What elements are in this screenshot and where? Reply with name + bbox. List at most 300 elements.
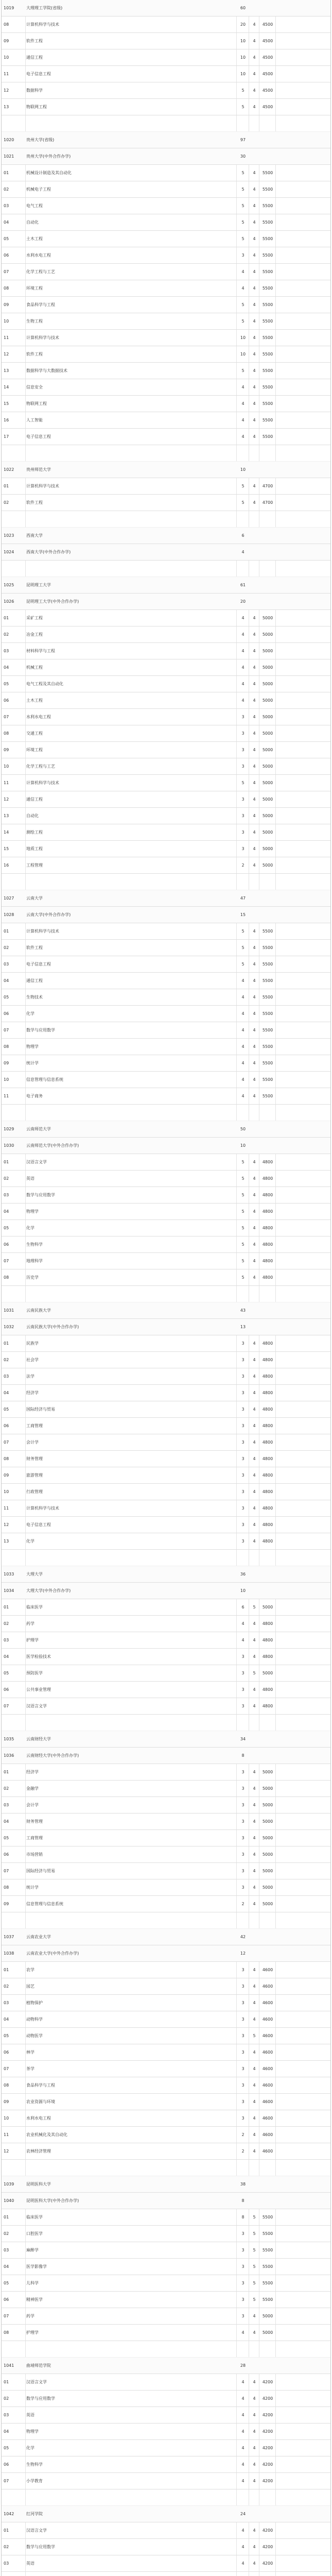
plan-cell: 5 <box>241 368 244 373</box>
code-cell: 02 <box>4 2545 9 2549</box>
major-row <box>2 1088 330 1105</box>
years-cell: 4 <box>253 962 256 967</box>
code-cell: 1041 <box>4 2363 14 2368</box>
major-row <box>2 1698 330 1715</box>
plan-cell: 3 <box>241 1456 244 1461</box>
years-cell <box>250 1319 259 1335</box>
plan-cell: 3 <box>241 1770 244 1774</box>
code-cell: 16 <box>4 863 9 868</box>
code-cell: 1035 <box>4 1737 14 1741</box>
years-cell: 5 <box>253 2231 256 2236</box>
code-cell: 14 <box>4 830 9 835</box>
code-cell: 12 <box>4 797 9 802</box>
code-cell: 07 <box>4 1028 9 1032</box>
major-row <box>2 725 330 742</box>
code-cell: 13 <box>4 368 9 373</box>
code-cell: 1027 <box>4 896 14 901</box>
code-cell: 1028 <box>4 912 14 917</box>
plan-cell: 10 <box>240 467 246 472</box>
plan-cell: 24 <box>240 2512 246 2516</box>
name-cell: 西南大学(中外合作办学) <box>26 550 71 554</box>
name-cell: 电子信息工程 <box>26 434 51 439</box>
fee-cell: 4800 <box>262 1358 273 1362</box>
fee-cell: 4200 <box>262 2462 273 2467</box>
major-row <box>2 2028 330 2044</box>
name-cell: 行政管理 <box>26 1489 43 1494</box>
name-cell: 生物科学 <box>26 2462 43 2467</box>
plan-cell: 2 <box>241 2149 244 2154</box>
name-cell: 机械设计制造及其自动化 <box>26 171 72 175</box>
plan-cell: 5 <box>241 1209 244 1214</box>
code-cell: 04 <box>4 2017 9 2022</box>
fee-cell: 4200 <box>262 2396 273 2401</box>
name-cell: 数学与应用数学 <box>26 1028 55 1032</box>
fee-cell: 4200 <box>262 2479 273 2483</box>
years-cell: 4 <box>253 945 256 950</box>
fee-cell: 4600 <box>262 2116 273 2121</box>
years-cell: 4 <box>253 1209 256 1214</box>
fee-cell: 5500 <box>262 368 273 373</box>
major-row <box>2 214 330 231</box>
years-cell <box>250 528 259 544</box>
years-cell <box>250 1566 259 1583</box>
code-cell: 01 <box>4 2528 9 2533</box>
code-cell: 11 <box>4 335 9 340</box>
fee-cell: 5500 <box>262 2264 273 2269</box>
major-row <box>2 2061 330 2077</box>
fee-cell <box>260 594 275 610</box>
name-cell: 大理大学(中外合作办学) <box>26 1588 71 1593</box>
code-cell: 03 <box>4 962 9 967</box>
name-cell: 测绘工程 <box>26 830 43 835</box>
fee-cell: 4800 <box>262 1638 273 1642</box>
school-header-row <box>2 132 330 148</box>
years-cell: 5 <box>253 2248 256 2252</box>
fee-cell <box>260 2358 275 2374</box>
code-cell: 06 <box>4 1423 9 1428</box>
major-row <box>2 791 330 808</box>
major-row <box>2 1814 330 1830</box>
major-row <box>2 1055 330 1072</box>
major-row <box>2 1154 330 1171</box>
plan-cell: 4 <box>241 682 244 686</box>
name-cell: 昆明理工大学(中外合作办学) <box>26 599 79 604</box>
name-cell: 贵州大学(中外合作办学) <box>26 154 71 159</box>
plan-cell: 4 <box>241 1044 244 1049</box>
years-cell <box>250 1138 259 1154</box>
years-cell: 4 <box>253 1803 256 1807</box>
name-cell: 物理学 <box>26 2429 39 2434</box>
name-cell: 财务管理 <box>26 1456 43 1461</box>
fee-cell: 5000 <box>262 1803 273 1807</box>
major-row <box>2 956 330 973</box>
name-cell: 茶学 <box>26 2066 34 2071</box>
code-cell: 1025 <box>4 583 14 587</box>
name-cell: 社会学 <box>26 1358 39 1362</box>
fee-cell: 4200 <box>262 2380 273 2384</box>
fee-cell: 4500 <box>262 39 273 43</box>
school-header-row <box>2 1121 330 1138</box>
major-row <box>2 66 330 82</box>
spacer-row <box>2 511 330 528</box>
plan-cell: 5 <box>241 945 244 950</box>
code-cell: 09 <box>4 1902 9 1906</box>
years-cell: 4 <box>253 863 256 868</box>
plan-cell: 3 <box>241 1885 244 1890</box>
major-row <box>2 2555 330 2572</box>
years-cell <box>250 0 259 16</box>
major-row <box>2 626 330 643</box>
fee-cell: 5000 <box>262 830 273 835</box>
name-cell: 物理学 <box>26 1044 39 1049</box>
code-cell: 04 <box>4 1391 9 1395</box>
plan-cell: 3 <box>241 2297 244 2302</box>
plan-cell: 2 <box>241 2132 244 2137</box>
name-cell: 环境工程 <box>26 748 43 752</box>
code-cell: 1026 <box>4 599 14 604</box>
years-cell: 4 <box>253 1044 256 1049</box>
fee-cell: 5000 <box>262 1836 273 1840</box>
years-cell: 4 <box>253 1902 256 1906</box>
fee-cell: 5500 <box>262 204 273 208</box>
major-row <box>2 1401 330 1418</box>
major-row <box>2 2473 330 2489</box>
name-cell: 云南农业大学(中外合作办学) <box>26 1951 79 1956</box>
code-cell: 09 <box>4 1061 9 1065</box>
code-cell: 10 <box>4 2116 9 2121</box>
years-cell: 4 <box>253 1456 256 1461</box>
fee-cell: 4500 <box>262 22 273 27</box>
major-row <box>2 2143 330 2160</box>
plan-cell: 3 <box>241 2001 244 2005</box>
code-cell: 01 <box>4 929 9 934</box>
code-cell: 1038 <box>4 1951 14 1956</box>
name-cell: 云南财经大学 <box>26 1737 51 1741</box>
plan-cell: 3 <box>241 1539 244 1544</box>
name-cell: 信息管理与信息系统 <box>26 1902 63 1906</box>
plan-cell: 61 <box>240 583 246 587</box>
name-cell: 冶金工程 <box>26 632 43 637</box>
years-cell: 4 <box>253 1226 256 1230</box>
years-cell: 4 <box>253 1819 256 1824</box>
fee-cell: 5000 <box>262 1885 273 1890</box>
code-cell: 05 <box>4 682 9 686</box>
plan-cell: 4 <box>241 698 244 703</box>
fee-cell: 5000 <box>262 748 273 752</box>
code-cell: 08 <box>4 1885 9 1890</box>
fee-cell: 5000 <box>262 1770 273 1774</box>
plan-cell: 10 <box>240 352 246 357</box>
years-cell <box>250 577 259 594</box>
code-cell: 08 <box>4 2083 9 2088</box>
name-cell: 园艺 <box>26 1984 34 1989</box>
plan-cell: 3 <box>241 1819 244 1824</box>
years-cell: 4 <box>253 105 256 109</box>
name-cell: 农业机械化及其自动化 <box>26 2132 67 2137</box>
major-row <box>2 1006 330 1022</box>
name-cell: 水利水电工程 <box>26 2116 51 2121</box>
school-header-row <box>2 544 330 561</box>
years-cell: 4 <box>253 2132 256 2137</box>
fee-cell <box>260 1138 275 1154</box>
fee-cell <box>260 462 275 478</box>
years-cell: 5 <box>253 1671 256 1675</box>
years-cell: 4 <box>253 764 256 769</box>
plan-cell: 47 <box>240 896 246 901</box>
years-cell: 4 <box>253 1984 256 1989</box>
major-row <box>2 1616 330 1632</box>
fee-cell: 4800 <box>262 1275 273 1280</box>
plan-cell: 4 <box>241 434 244 439</box>
fee-cell <box>260 2176 275 2193</box>
fee-cell: 4800 <box>262 1176 273 1181</box>
name-cell: 软件工程 <box>26 39 43 43</box>
code-cell: 06 <box>4 2462 9 2467</box>
fee-cell: 4800 <box>262 1423 273 1428</box>
name-cell: 生物工程 <box>26 319 43 324</box>
major-row <box>2 923 330 940</box>
name-cell: 统计学 <box>26 1885 39 1890</box>
plan-cell: 5 <box>241 1275 244 1280</box>
major-row <box>2 495 330 511</box>
years-cell: 4 <box>253 55 256 60</box>
name-cell: 电子信息工程 <box>26 962 51 967</box>
code-cell: 01 <box>4 616 9 620</box>
major-row <box>2 709 330 725</box>
years-cell: 4 <box>253 781 256 785</box>
plan-cell: 5 <box>241 1160 244 1164</box>
plan-cell: 4 <box>241 1061 244 1065</box>
school-header-row <box>2 1302 330 1319</box>
fee-cell: 4800 <box>262 1621 273 1626</box>
code-cell: 02 <box>4 1358 9 1362</box>
spacer-row <box>2 874 330 890</box>
fee-cell: 4600 <box>262 2017 273 2022</box>
code-cell: 02 <box>4 1786 9 1791</box>
name-cell: 民族学 <box>26 1341 39 1346</box>
name-cell: 生物技术 <box>26 995 43 999</box>
major-row <box>2 297 330 313</box>
plan-cell: 3 <box>241 2314 244 2318</box>
years-cell: 4 <box>253 1011 256 1016</box>
plan-cell: 38 <box>240 2182 246 2187</box>
major-row <box>2 1517 330 1533</box>
years-cell: 4 <box>253 1193 256 1197</box>
years-cell: 4 <box>253 319 256 324</box>
years-cell <box>250 1945 259 1962</box>
name-cell: 机械工程 <box>26 665 43 670</box>
name-cell: 英语 <box>26 2561 34 2566</box>
fee-cell: 4800 <box>262 1209 273 1214</box>
plan-cell: 2 <box>241 863 244 868</box>
major-row <box>2 1072 330 1088</box>
years-cell: 4 <box>253 1786 256 1791</box>
plan-cell: 4 <box>241 385 244 389</box>
plan-cell: 3 <box>241 1704 244 1708</box>
major-row <box>2 1418 330 1434</box>
code-cell: 04 <box>4 978 9 983</box>
years-cell: 4 <box>253 929 256 934</box>
fee-cell: 5500 <box>262 236 273 241</box>
fee-cell: 5500 <box>262 1094 273 1098</box>
fee-cell: 5500 <box>262 434 273 439</box>
spacer-row <box>2 1715 330 1731</box>
fee-cell: 5500 <box>262 1044 273 1049</box>
name-cell: 口腔医学 <box>26 2231 43 2236</box>
major-row <box>2 808 330 824</box>
fee-cell: 4600 <box>262 2149 273 2154</box>
code-cell: 09 <box>4 748 9 752</box>
spacer-row <box>2 1912 330 1929</box>
fee-cell: 5500 <box>262 2215 273 2219</box>
plan-cell: 36 <box>240 1572 246 1577</box>
school-header-row <box>2 1583 330 1599</box>
plan-cell: 5 <box>241 962 244 967</box>
name-cell: 动物科学 <box>26 2017 43 2022</box>
years-cell: 4 <box>253 2330 256 2335</box>
fee-cell: 4800 <box>262 1473 273 1478</box>
years-cell: 4 <box>253 236 256 241</box>
plan-cell: 20 <box>240 599 246 604</box>
name-cell: 汉语言文学 <box>26 2380 47 2384</box>
school-header-row <box>2 2506 330 2522</box>
years-cell: 4 <box>253 1440 256 1445</box>
years-cell: 4 <box>253 2017 256 2022</box>
major-row <box>2 2539 330 2555</box>
code-cell: 11 <box>4 72 9 76</box>
code-cell <box>4 2572 25 2576</box>
plan-cell: 28 <box>240 2363 246 2368</box>
fee-cell: 4200 <box>262 2413 273 2417</box>
name-cell: 工程管理 <box>26 863 43 868</box>
name-cell: 云南师范大学 <box>26 1127 51 1131</box>
spacer-row <box>2 2160 330 2176</box>
name-cell: 国际经济与贸易 <box>26 1869 55 1873</box>
code-cell: 02 <box>4 1984 9 1989</box>
fee-cell: 5500 <box>262 220 273 225</box>
plan-cell: 3 <box>241 1358 244 1362</box>
school-header-row <box>2 1945 330 1962</box>
fee-cell: 5000 <box>262 1852 273 1857</box>
name-cell: 红河学院 <box>26 2512 43 2516</box>
plan-cell: 3 <box>241 2083 244 2088</box>
name-cell: 物联网工程 <box>26 105 47 109</box>
major-row <box>2 2522 330 2539</box>
name-cell: 西南大学 <box>26 533 43 538</box>
code-cell: 1040 <box>4 2198 14 2203</box>
spacer-row <box>2 1105 330 1121</box>
code-cell: 07 <box>4 1440 9 1445</box>
major-row <box>2 1484 330 1500</box>
major-row <box>2 1500 330 1517</box>
years-cell: 4 <box>253 616 256 620</box>
years-cell: 4 <box>253 253 256 258</box>
plan-cell: 3 <box>241 846 244 851</box>
plan-cell: 3 <box>241 1522 244 1527</box>
code-cell: 04 <box>4 1654 9 1659</box>
fee-cell: 5000 <box>262 1605 273 1609</box>
code-cell: 03 <box>4 649 9 653</box>
years-cell: 4 <box>253 2545 256 2549</box>
fee-cell: 5000 <box>262 715 273 719</box>
major-row <box>2 1022 330 1039</box>
plan-cell: 4 <box>241 1028 244 1032</box>
school-header-row <box>2 462 330 478</box>
plan-cell: 4 <box>241 2446 244 2450</box>
school-header-row <box>2 1319 330 1335</box>
name-cell: 化学 <box>26 1539 34 1544</box>
years-cell: 4 <box>253 1522 256 1527</box>
major-row <box>2 857 330 874</box>
fee-cell <box>260 577 275 594</box>
plan-cell: 34 <box>240 1737 246 1741</box>
name-cell: 水利水电工程 <box>26 715 51 719</box>
fee-cell: 5000 <box>262 1869 273 1873</box>
years-cell: 4 <box>253 2314 256 2318</box>
name-cell: 电子商务 <box>26 1094 43 1098</box>
name-cell: 化学 <box>26 2446 34 2450</box>
years-cell: 4 <box>253 1176 256 1181</box>
years-cell: 4 <box>253 682 256 686</box>
fee-cell <box>260 907 275 923</box>
years-cell: 4 <box>253 385 256 389</box>
code-cell: 02 <box>4 500 9 505</box>
code-cell: 03 <box>4 2413 9 2417</box>
name-cell: 通信工程 <box>26 978 43 983</box>
years-cell: 4 <box>253 1028 256 1032</box>
name-cell: 生物科学 <box>26 1242 43 1247</box>
years-cell: 4 <box>253 1061 256 1065</box>
code-cell: 06 <box>4 253 9 258</box>
fee-cell: 5500 <box>262 335 273 340</box>
fee-cell: 4800 <box>262 1440 273 1445</box>
code-cell: 1019 <box>4 6 14 10</box>
name-cell: 软件工程 <box>26 945 43 950</box>
years-cell: 4 <box>253 1968 256 1972</box>
plan-cell: 10 <box>240 335 246 340</box>
years-cell: 4 <box>253 1836 256 1840</box>
years-cell <box>250 1929 259 1945</box>
years-cell: 4 <box>253 830 256 835</box>
major-row <box>2 1187 330 1204</box>
years-cell: 4 <box>253 1473 256 1478</box>
code-cell: 05 <box>4 1671 9 1675</box>
code-cell: 1031 <box>4 1308 14 1313</box>
code-cell: 07 <box>4 715 9 719</box>
plan-cell: 5 <box>241 220 244 225</box>
code-cell: 11 <box>4 1094 9 1098</box>
fee-cell <box>260 132 275 148</box>
major-row <box>2 676 330 692</box>
fee-cell <box>260 1319 275 1335</box>
code-cell: 05 <box>4 236 9 241</box>
years-cell: 4 <box>253 1489 256 1494</box>
plan-cell: 4 <box>241 1638 244 1642</box>
code-cell: 1033 <box>4 1572 14 1577</box>
plan-cell: 3 <box>241 1671 244 1675</box>
code-cell: 05 <box>4 2281 9 2285</box>
fee-cell: 5500 <box>262 1028 273 1032</box>
name-cell: 软件工程 <box>26 500 43 505</box>
name-cell: 信息安全 <box>26 385 43 389</box>
plan-cell: 5 <box>241 1259 244 1263</box>
code-cell: 02 <box>4 1176 9 1181</box>
name-cell: 工商管理 <box>26 1423 43 1428</box>
years-cell: 5 <box>253 2297 256 2302</box>
name-cell: 电子信息工程 <box>26 72 51 76</box>
code-cell: 1022 <box>4 467 14 472</box>
fee-cell: 5000 <box>262 2330 273 2335</box>
